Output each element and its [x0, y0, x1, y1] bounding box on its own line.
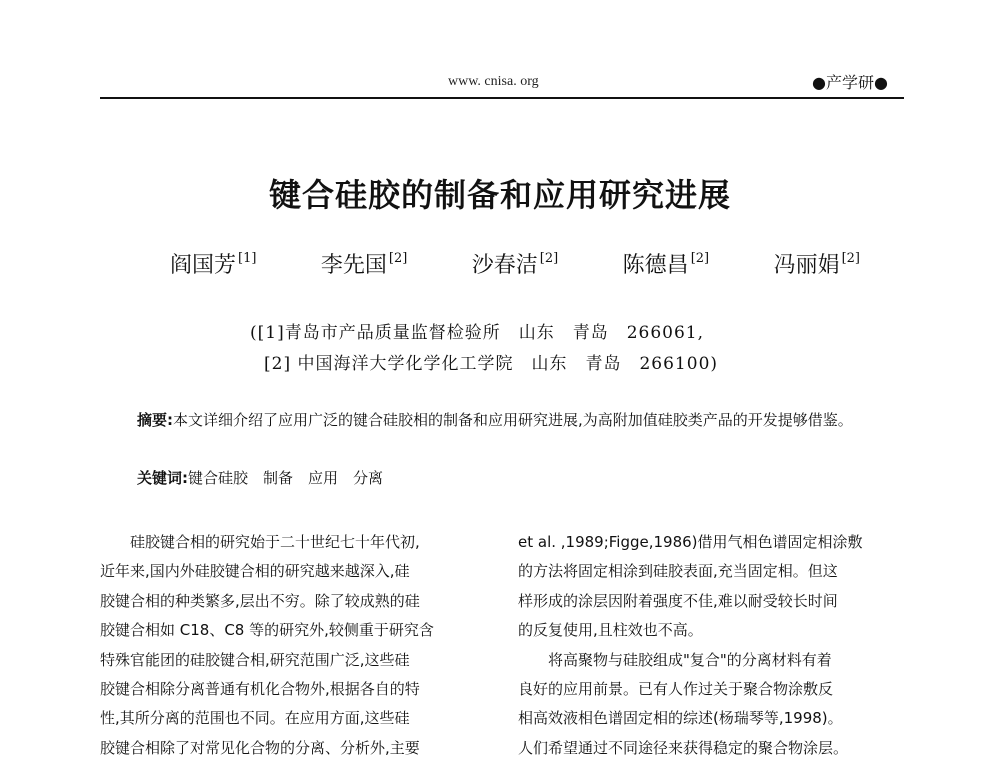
body-line: 相高效液相色谱固定相的综述(杨瑞琴等,1998)。 [518, 709, 843, 728]
body-line: 良好的应用前景。已有人作过关于聚合物涂敷反 [518, 680, 834, 699]
body-line: 将高聚物与硅胶组成"复合"的分离材料有着 [548, 650, 832, 669]
body-line: 人们希望通过不同途径来获得稳定的聚合物涂层。 [518, 738, 849, 757]
body-line: 特殊官能团的硅胶键合相,研究范围广泛,这些硅 [100, 650, 410, 669]
abstract [100, 407, 906, 434]
body-column-right [518, 528, 903, 763]
author: 冯丽娟 [2] [773, 251, 860, 278]
affiliation-2: [2] 中国海洋大学化学化工学院 山东 青岛 266100) [264, 354, 719, 374]
header-section-label: ●产学研● [812, 73, 888, 92]
body-line: 硅胶键合相的研究始于二十世纪七十年代初, [130, 533, 420, 551]
author: 陈德昌 [2] [622, 251, 710, 278]
abstract-label: 摘要: [137, 411, 173, 429]
paper-title: 键合硅胶的制备和应用研究进展 [268, 176, 731, 214]
body-line: 胶键合相除分离普通有机化合物外,根据各自的特 [100, 680, 420, 699]
keywords [137, 467, 383, 488]
author: 李先国 [2] [320, 251, 408, 278]
body-line: 样形成的涂层因附着强度不佳,难以耐受较长时间 [518, 591, 838, 610]
body-column-left [100, 528, 485, 763]
abstract-text: 本文详细介绍了应用广泛的键合硅胶相的制备和应用研究进展,为高附加值硅胶类产品的开发提够借鉴。 [173, 411, 853, 429]
body-line: 性,其所分离的范围也不同。在应用方面,这些硅 [100, 709, 410, 728]
header-rule [100, 97, 904, 99]
keywords-text: 键合硅胶 制备 应用 分离 [188, 469, 384, 487]
body-line: et al. ,1989;Figge,1986)借用气相色谱固定相涂敷 [518, 533, 863, 551]
affiliation-1: ([1]青岛市产品质量监督检验所 山东 青岛 266061, [250, 323, 705, 343]
author-list [170, 248, 860, 279]
header-url[interactable]: www. cnisa. org [448, 74, 539, 89]
body-line: 近年来,国内外硅胶键合相的研究越来越深入,硅 [100, 562, 410, 581]
author: 阎国芳 [1] [170, 251, 257, 278]
body-line: 的方法将固定相涂到硅胶表面,充当固定相。但这 [518, 562, 838, 581]
body-line: 胶键合相如 C18、C8 等的研究外,较侧重于研究含 [100, 621, 434, 640]
body-line: 胶键合相除了对常见化合物的分离、分析外,主要 [100, 738, 420, 757]
body-line: 的反复使用,且柱效也不高。 [518, 621, 703, 640]
body-line: 胶键合相的种类繁多,层出不穷。除了较成熟的硅 [100, 591, 420, 610]
author: 沙春洁 [2] [471, 251, 559, 278]
keywords-label: 关键词: [137, 469, 188, 487]
